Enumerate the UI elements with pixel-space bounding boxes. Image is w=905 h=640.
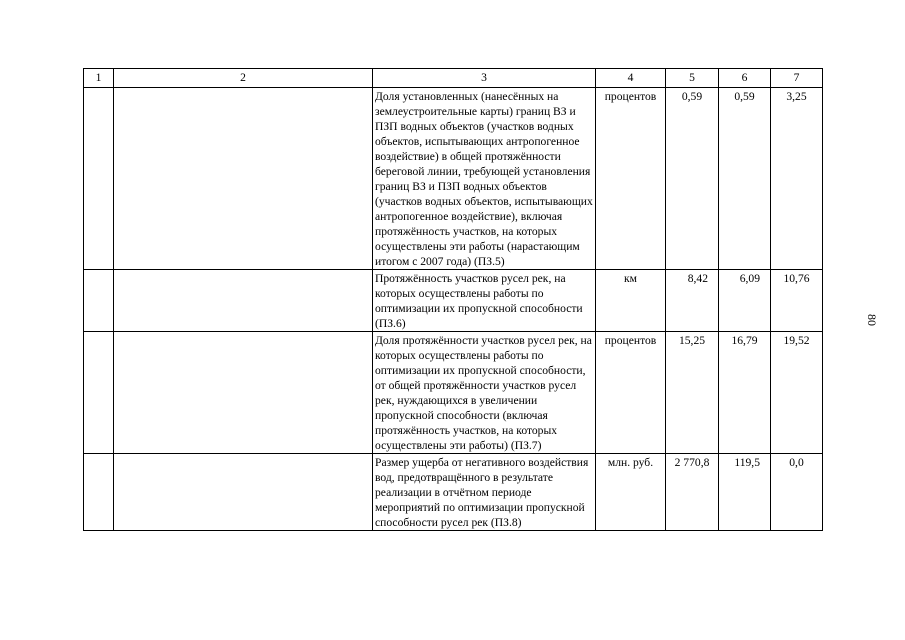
indicator-name-cell: Протяжённость участков русел рек, на которых осуществлены работы по оптимизации их пропускной способности (ПЗ.6)	[373, 270, 596, 332]
unit-cell: млн. руб.	[596, 454, 666, 531]
value-cell-7: 0,0	[771, 454, 823, 531]
unit-cell: процентов	[596, 332, 666, 454]
value-cell-5: 15,25	[666, 332, 719, 454]
unit-cell: км	[596, 270, 666, 332]
indicator-name-cell: Размер ущерба от негативного воздействия вод, предотвращённого в результате реализации в отчётном периоде мероприятий по оптимизации пропускной способности русел рек (ПЗ.8)	[373, 454, 596, 531]
value-cell-6: 119,5	[719, 454, 771, 531]
column-header-2: 2	[114, 69, 373, 88]
column-header-6: 6	[719, 69, 771, 88]
task-cell	[114, 270, 373, 332]
table-row	[84, 88, 823, 270]
value-cell-5: 8,42	[666, 270, 719, 332]
value-cell-6: 0,59	[719, 88, 771, 270]
table-row	[84, 454, 823, 531]
page-number: 80	[865, 314, 879, 326]
table-row	[84, 332, 823, 454]
column-header-5: 5	[666, 69, 719, 88]
row-number-cell	[84, 332, 114, 454]
column-header-3: 3	[373, 69, 596, 88]
value-cell-7: 10,76	[771, 270, 823, 332]
value-cell-7: 3,25	[771, 88, 823, 270]
value-cell-6: 16,79	[719, 332, 771, 454]
column-header-7: 7	[771, 69, 823, 88]
indicator-table	[83, 68, 823, 531]
indicator-name-cell: Доля протяжённости участков русел рек, на которых осуществлены работы по оптимизации их пропускной способности, от общей протяжённости участков русел рек, нуждающихся в увеличении пропускной способности (включая протяжённость участков, на которых осуществлены эти работы) (ПЗ.7)	[373, 332, 596, 454]
value-cell-5: 2 770,8	[666, 454, 719, 531]
indicator-name-cell: Доля установленных (нанесённых на землеустроительные карты) границ ВЗ и ПЗП водных объектов (участков водных объектов, испытывающих антропогенное воздействие) в общей протяжённости береговой линии, требующей установления границ ВЗ и ПЗП водных объектов (участков водных объектов, испытывающих антропогенное воздействие), включая протяжённость участков, на которых осуществлены эти работы (нарастающим итогом с 2007 года) (ПЗ.5)	[373, 88, 596, 270]
value-cell-7: 19,52	[771, 332, 823, 454]
table-row	[84, 270, 823, 332]
table-header-row	[84, 69, 823, 88]
row-number-cell	[84, 88, 114, 270]
row-number-cell	[84, 454, 114, 531]
row-number-cell	[84, 270, 114, 332]
column-header-1: 1	[84, 69, 114, 88]
column-header-4: 4	[596, 69, 666, 88]
unit-cell: процентов	[596, 88, 666, 270]
task-cell	[114, 332, 373, 454]
value-cell-5: 0,59	[666, 88, 719, 270]
task-cell	[114, 454, 373, 531]
task-cell	[114, 88, 373, 270]
value-cell-6: 6,09	[719, 270, 771, 332]
